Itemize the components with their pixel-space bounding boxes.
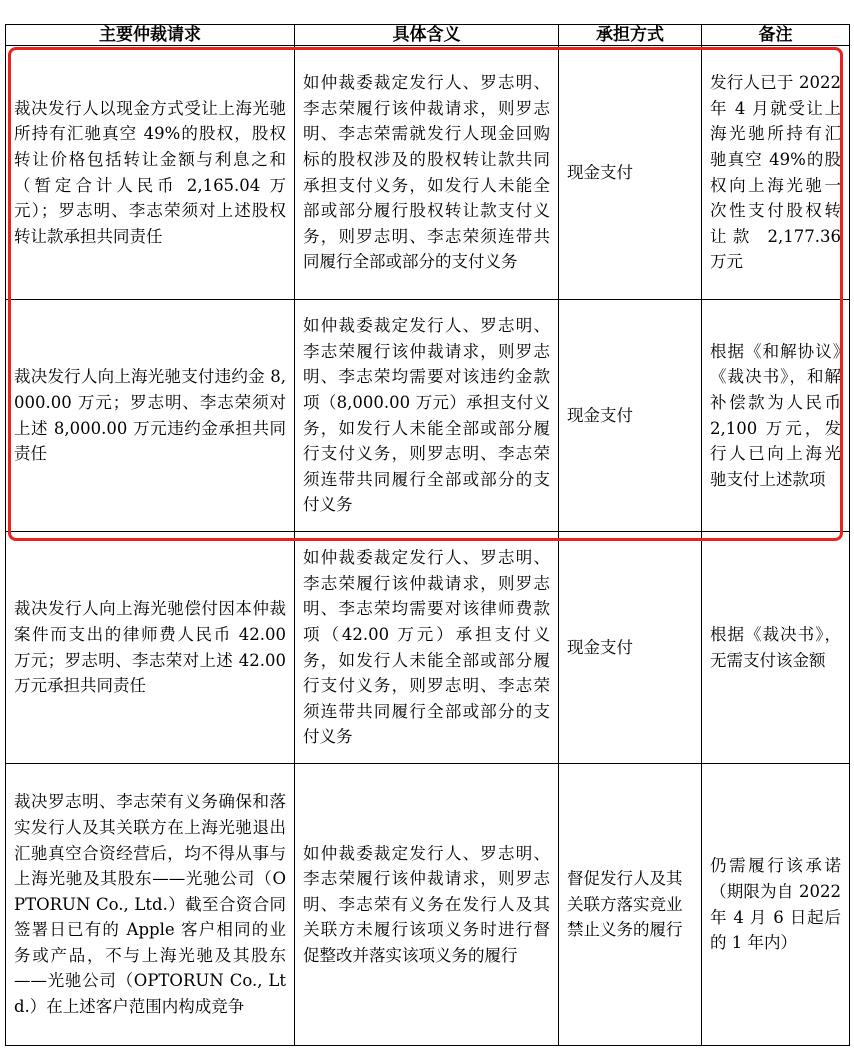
meaning-cell: 如仲裁委裁定发行人、罗志明、李志荣履行该仲裁请求，则罗志明、李志荣需就发行人现金回购标的股权涉及的股权转让款共同承担支付义务，如发行人未能全部或部分履行股权转让款支付义务，则罗志明、李志荣须连带共同履行全部或部分的支付义务 [295,46,559,300]
method-cell: 现金支付 [559,300,702,532]
remark-cell: 仍需履行该承诺（期限为自 2022 年 4 月 6 日起后的 1 年内） [702,764,850,1046]
method-cell: 现金支付 [559,532,702,764]
remark-cell: 根据《裁决书》，无需支付该金额 [702,532,850,764]
request-cell: 裁决发行人向上海光驰偿付因本仲裁案件而支出的律师费人民币 42.00 万元；罗志明、李志荣对上述 42.00 万元承担共同责任 [6,532,295,764]
meaning-cell: 如仲裁委裁定发行人、罗志明、李志荣履行该仲裁请求，则罗志明、李志荣有义务在发行人及其关联方未履行该项义务时进行督促整改并落实该项义务的履行 [295,764,559,1046]
request-cell: 裁决罗志明、李志荣有义务确保和落实发行人及其关联方在上海光驰退出汇驰真空合资经营后，均不得从事与上海光驰及其股东——光驰公司（OPTORUN Co., Ltd.）截至合资合同签署日已有的 Apple 客户相同的业务或产品，不与上海光驰及其股东——光驰公司（OPTORUN Co., Ltd.）在上述客户范围内构成竞争 [6,764,295,1046]
header-method: 承担方式 [559,25,702,46]
meaning-cell: 如仲裁委裁定发行人、罗志明、李志荣履行该仲裁请求，则罗志明、李志荣均需要对该律师费款项（42.00 万元）承担支付义务，如发行人未能全部或部分履行支付义务，则罗志明、李志荣须连带共同履行全部或部分的支付义务 [295,532,559,764]
table-row [6,532,850,764]
request-cell: 裁决发行人向上海光驰支付违约金 8,000.00 万元；罗志明、李志荣须对上述 8,000.00 万元违约金承担共同责任 [6,300,295,532]
meaning-cell: 如仲裁委裁定发行人、罗志明、李志荣履行该仲裁请求，则罗志明、李志荣均需要对该违约金款项（8,000.00 万元）承担支付义务，如发行人未能全部或部分履行支付义务，则罗志明、李志荣须连带共同履行全部或部分的支付义务 [295,300,559,532]
header-meaning: 具体含义 [295,25,559,46]
table-header-row [6,25,850,46]
header-remark: 备注 [702,25,850,46]
method-cell: 督促发行人及其关联方落实竞业禁止义务的履行 [559,764,702,1046]
table-row [6,300,850,532]
header-request: 主要仲裁请求 [6,25,295,46]
table-row [6,46,850,300]
method-cell: 现金支付 [559,46,702,300]
arbitration-table [5,24,850,1046]
remark-cell: 发行人已于 2022 年 4 月就受让上海光驰所持有汇驰真空 49%的股权向上海光驰一次性支付股权转让款 2,177.36 万元 [702,46,850,300]
request-cell: 裁决发行人以现金方式受让上海光驰所持有汇驰真空 49%的股权，股权转让价格包括转让金额与利息之和（暂定合计人民币 2,165.04 万元）；罗志明、李志荣须对上述股权转让款承担共同责任 [6,46,295,300]
remark-cell: 根据《和解协议》《裁决书》，和解补偿款为人民币 2,100 万元，发行人已向上海光驰支付上述款项 [702,300,850,532]
table-row [6,764,850,1046]
